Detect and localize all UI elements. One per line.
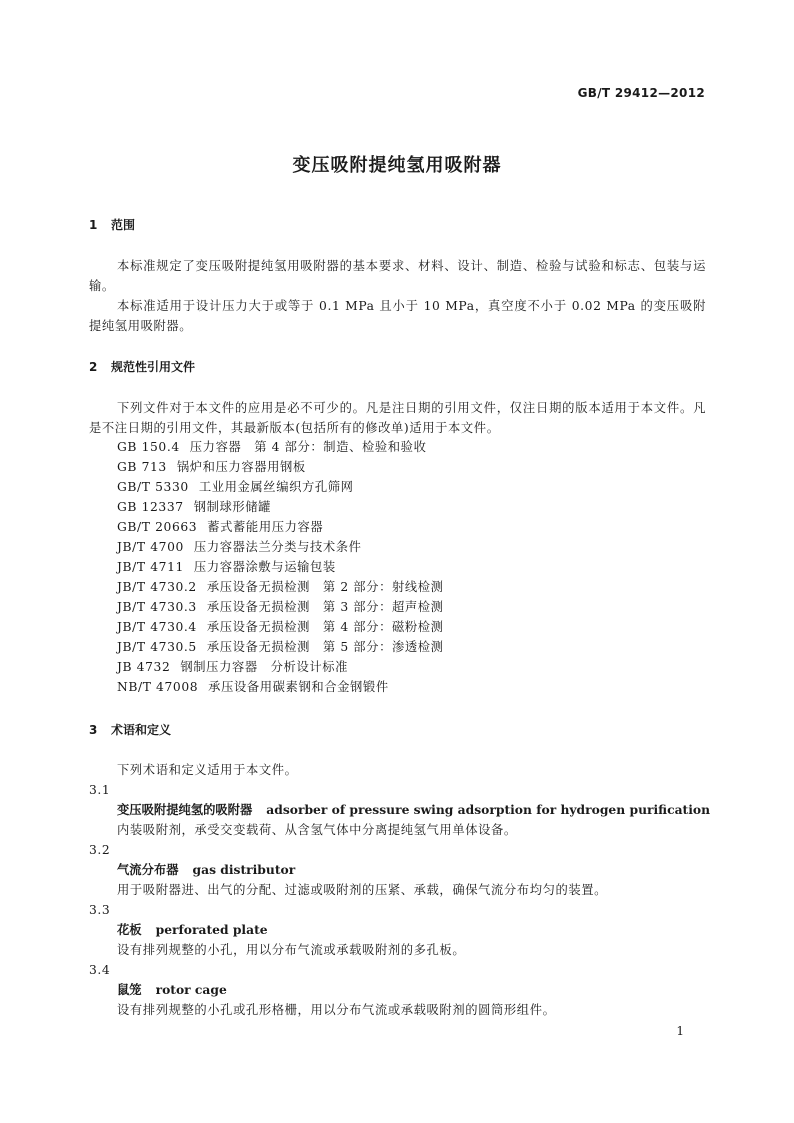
reference-code: JB/T 4730.5 <box>117 640 197 654</box>
reference-item <box>117 517 444 537</box>
reference-item <box>117 617 444 637</box>
reference-item <box>117 657 444 677</box>
reference-title: 承压设备用碳素钢和合金钢锻件 <box>208 680 389 694</box>
term-number: 3.1 <box>89 783 111 797</box>
term-name-zh: 花板 <box>117 923 142 937</box>
term-definition: 设有排列规整的小孔，用以分布气流或承载吸附剂的多孔板。 <box>117 943 466 957</box>
term-name <box>117 860 295 880</box>
reference-title: 承压设备无损检测 第 3 部分：超声检测 <box>206 600 444 614</box>
standard-code: GB/T 29412—2012 <box>577 86 705 100</box>
term-name-en: adsorber of pressure swing adsorption for hydrogen purification <box>266 802 711 817</box>
reference-title: 钢制压力容器 分析设计标准 <box>180 660 349 674</box>
section-title: 规范性引用文件 <box>111 360 196 374</box>
terms-intro: 下列术语和定义适用于本文件。 <box>117 763 298 777</box>
reference-title: 钢制球形储罐 <box>193 500 272 514</box>
scope-paragraph-1: 本标准规定了变压吸附提纯氢用吸附器的基本要求、材料、设计、制造、检验与试验和标志、包装与运输。 <box>89 259 706 293</box>
reference-title: 压力容器 第 4 部分：制造、检验和验收 <box>189 440 427 454</box>
reference-code: GB/T 20663 <box>117 520 198 534</box>
reference-item <box>117 597 444 617</box>
reference-title: 压力容器法兰分类与技术条件 <box>193 540 362 554</box>
reference-title: 锅炉和压力容器用钢板 <box>176 460 306 474</box>
section-2-heading <box>89 359 195 375</box>
reference-code: GB/T 5330 <box>117 480 189 494</box>
scope-paragraph-2: 本标准适用于设计压力大于或等于 0.1 MPa 且小于 10 MPa，真空度不小于 0.02 MPa 的变压吸附提纯氢用吸附器。 <box>89 299 706 333</box>
reference-code: GB 12337 <box>117 500 184 514</box>
term-number: 3.4 <box>89 963 111 977</box>
term-name <box>117 800 710 820</box>
reference-code: JB/T 4711 <box>117 560 184 574</box>
term-name-zh: 变压吸附提纯氢的吸附器 <box>117 803 253 817</box>
section-title: 范围 <box>111 218 136 232</box>
term-definition: 设有排列规整的小孔或孔形格栅，用以分布气流或承载吸附剂的圆筒形组件。 <box>117 1003 556 1017</box>
reference-title: 工业用金属丝编织方孔筛网 <box>198 480 354 494</box>
reference-title: 压力容器涂敷与运输包装 <box>193 560 336 574</box>
term-name-zh: 鼠笼 <box>117 983 142 997</box>
term-number: 3.3 <box>89 903 111 917</box>
reference-item <box>117 457 444 477</box>
reference-title: 承压设备无损检测 第 4 部分：磁粉检测 <box>206 620 444 634</box>
reference-code: GB 150.4 <box>117 440 180 454</box>
reference-code: JB/T 4730.4 <box>117 620 197 634</box>
reference-list <box>117 437 444 697</box>
reference-item <box>117 677 444 697</box>
term-name-en: rotor cage <box>155 982 227 997</box>
references-intro: 下列文件对于本文件的应用是必不可少的。凡是注日期的引用文件，仅注日期的版本适用于本文件。凡是不注日期的引用文件，其最新版本(包括所有的修改单)适用于本文件。 <box>89 401 706 435</box>
term-number: 3.2 <box>89 843 111 857</box>
section-title: 术语和定义 <box>111 723 172 737</box>
term-name-en: perforated plate <box>155 922 268 937</box>
section-number: 2 <box>89 360 98 374</box>
section-3-heading <box>89 722 171 738</box>
reference-code: GB 713 <box>117 460 167 474</box>
reference-code: JB/T 4700 <box>117 540 184 554</box>
term-name-zh: 气流分布器 <box>117 863 179 877</box>
reference-item <box>117 537 444 557</box>
reference-title: 承压设备无损检测 第 2 部分：射线检测 <box>206 580 444 594</box>
reference-item <box>117 497 444 517</box>
section-1-heading <box>89 217 135 233</box>
reference-code: JB/T 4730.3 <box>117 600 197 614</box>
reference-code: JB/T 4730.2 <box>117 580 197 594</box>
reference-item <box>117 437 444 457</box>
section-number: 1 <box>89 218 98 232</box>
reference-item <box>117 637 444 657</box>
reference-item <box>117 477 444 497</box>
reference-title: 承压设备无损检测 第 5 部分：渗透检测 <box>206 640 444 654</box>
document-title: 变压吸附提纯氢用吸附器 <box>292 155 502 176</box>
reference-title: 蓄式蓄能用压力容器 <box>207 520 324 534</box>
reference-item <box>117 577 444 597</box>
reference-code: JB 4732 <box>117 660 171 674</box>
term-name-en: gas distributor <box>192 862 296 877</box>
reference-code: NB/T 47008 <box>117 680 199 694</box>
term-name <box>117 980 227 1000</box>
term-definition: 内装吸附剂，承受交变载荷、从含氢气体中分离提纯氢气用单体设备。 <box>117 823 517 837</box>
page-number: 1 <box>676 1024 684 1038</box>
section-number: 3 <box>89 723 98 737</box>
term-name <box>117 920 268 940</box>
reference-item <box>117 557 444 577</box>
term-definition: 用于吸附器进、出气的分配、过滤或吸附剂的压紧、承载，确保气流分布均匀的装置。 <box>117 883 608 897</box>
